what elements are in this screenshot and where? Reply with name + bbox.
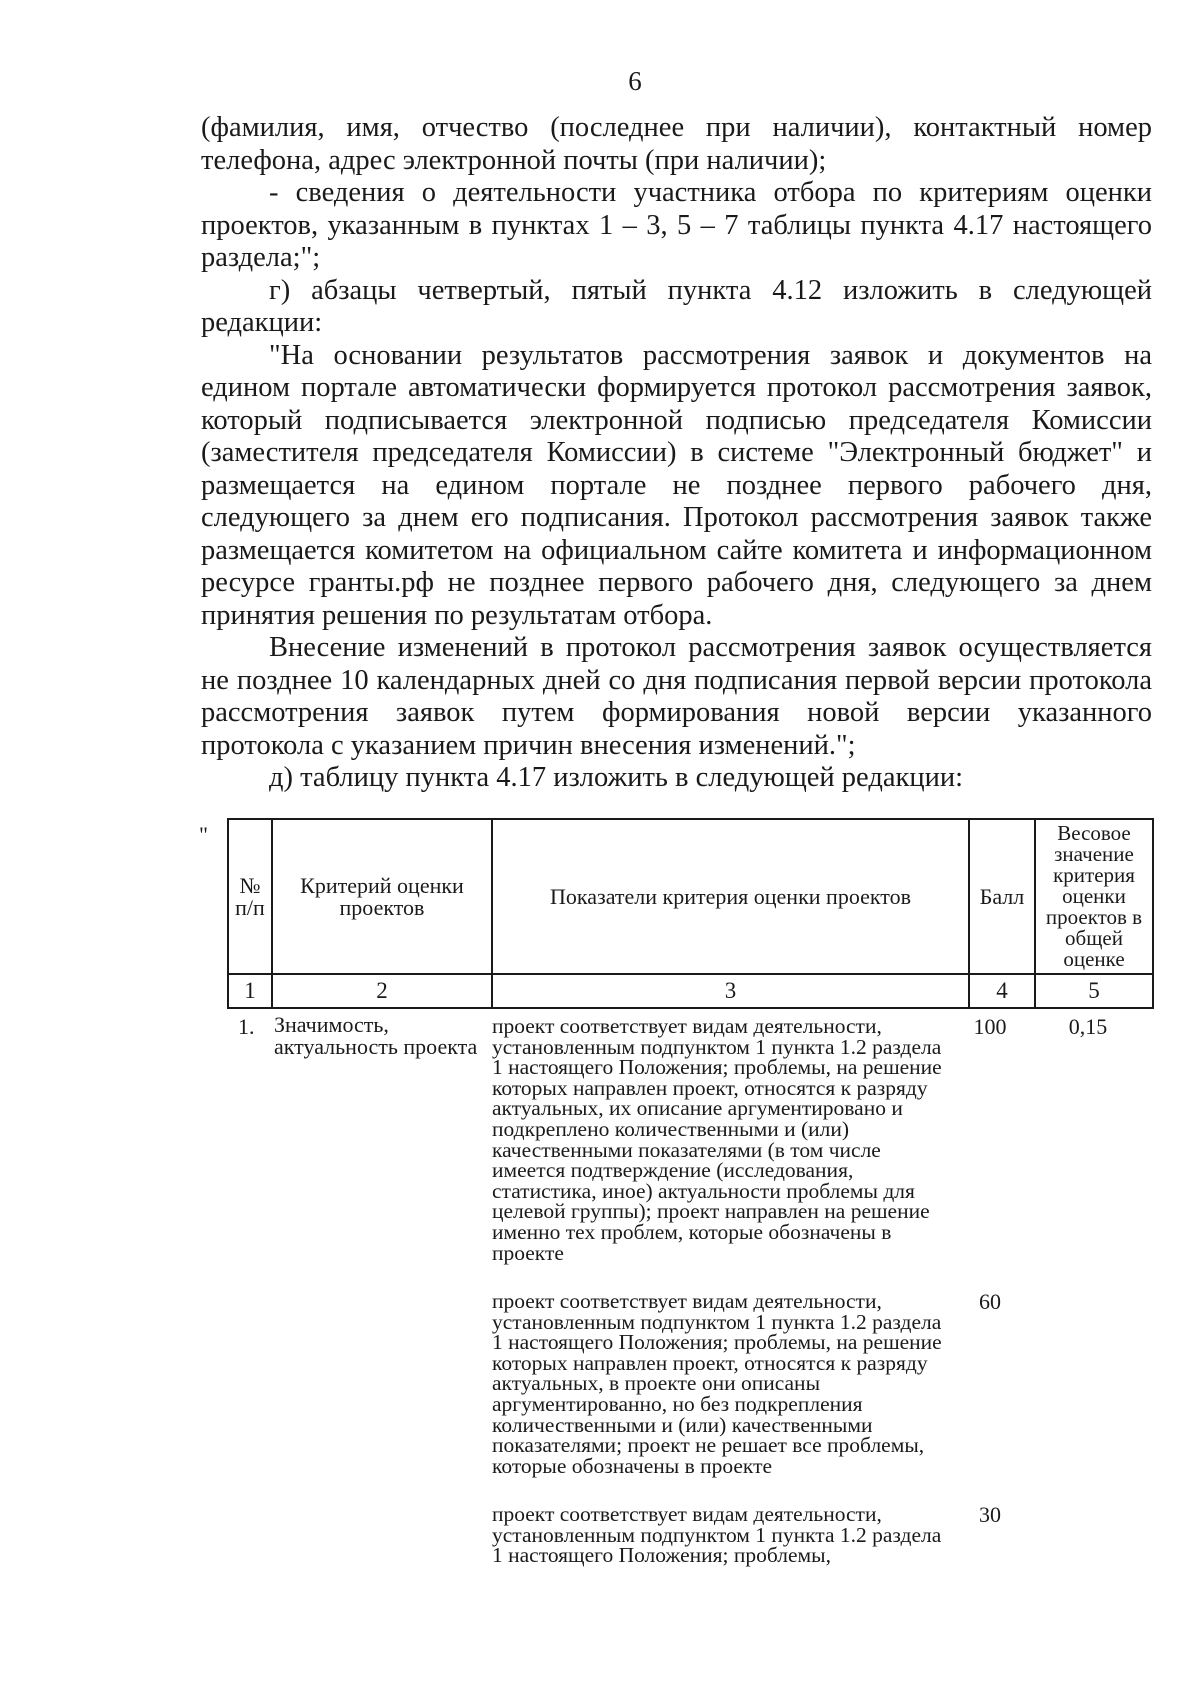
paragraph: Внесение изменений в протокол рассмотрения заявок осуществляется не позднее 10 календарных дней со дня подписания первой версии протокола рассмотрения заявок путем формирования новой версии указанного протокола с указанием причин внесения изменений."; [201,632,1152,761]
indicator-score: 30 [979,1502,1001,1527]
indicator-text: проект соответствует видам деятельности, установленным подпунктом 1 пункта 1.2 раздела 1 настоящего Положения; проблемы, [492,1502,942,1568]
criteria-table-header [227,818,1154,1009]
paragraph: - сведения о деятельности участника отбора по критериям оценки проектов, указанным в пунктах 1 – 3, 5 – 7 таблицы пункта 4.17 настоящего раздела;"; [201,177,1152,273]
page-number: 6 [628,66,642,96]
paragraph: (фамилия, имя, отчество (последнее при наличии), контактный номер телефона, адрес электронной почты (при наличии); [201,112,1152,176]
paragraph: г) абзацы четвертый, пятый пункта 4.12 изложить в следующей редакции: [201,274,1152,338]
header-score: Балл [969,819,1035,974]
column-number: 4 [969,974,1035,1008]
indicator-score: 100 [973,1014,1007,1039]
column-number: 3 [492,974,969,1008]
column-number: 5 [1035,974,1153,1008]
table-opening-quote: " [199,822,208,847]
body-text [201,112,1152,795]
indicator-text: проект соответствует видам деятельности, установленным подпунктом 1 пункта 1.2 раздела 1 настоящего Положения; проблемы, на решение которых направлен проект, относятся к разряду актуальных, в проекте они описаны аргументированно, но без подкрепления количественными и (или) качественными показателями; проект не решает все проблемы, которые обозначены в проекте [492,1289,942,1478]
header-weight: Весовое значение критерия оценки проектов в общей оценке [1035,819,1153,974]
header-num: № п/п [228,819,272,974]
row-weight: 0,15 [1068,1014,1108,1039]
row-criterion: Значимость, актуальность проекта [274,1012,478,1059]
header-indicators: Показатели критерия оценки проектов [492,819,969,974]
paragraph: д) таблицу пункта 4.17 изложить в следующей редакции: [269,762,963,793]
header-criterion: Критерий оценки проектов [272,819,492,974]
paragraph: "На основании результатов рассмотрения заявок и документов на едином портале автоматически формируется протокол рассмотрения заявок, который подписывается электронной подписью председателя Комиссии (заместителя председателя Комиссии) в системе "Электронный бюджет" и размещается на едином портале не позднее первого рабочего дня, следующего за днем его подписания. Протокол рассмотрения заявок также размещается комитетом на официальном сайте комитета и информационном ресурсе гранты.рф не позднее первого рабочего дня, следующего за днем принятия решения по результатам отбора. [201,339,1152,631]
indicator-text: проект соответствует видам деятельности, установленным подпунктом 1 пункта 1.2 раздела 1 настоящего Положения; проблемы, на решение которых направлен проект, относятся к разряду актуальных, их описание аргументировано и подкреплено количественными и (или) качественными показателями (в том числе имеется подтверждение (исследования, статистика, иное) актуальности проблемы для целевой группы); проект направлен на решение именно тех проблем, которые обозначены в проекте [492,1014,942,1265]
column-number: 1 [228,974,272,1008]
row-number: 1. [238,1014,255,1039]
indicator-score: 60 [979,1289,1001,1314]
column-number: 2 [272,974,492,1008]
